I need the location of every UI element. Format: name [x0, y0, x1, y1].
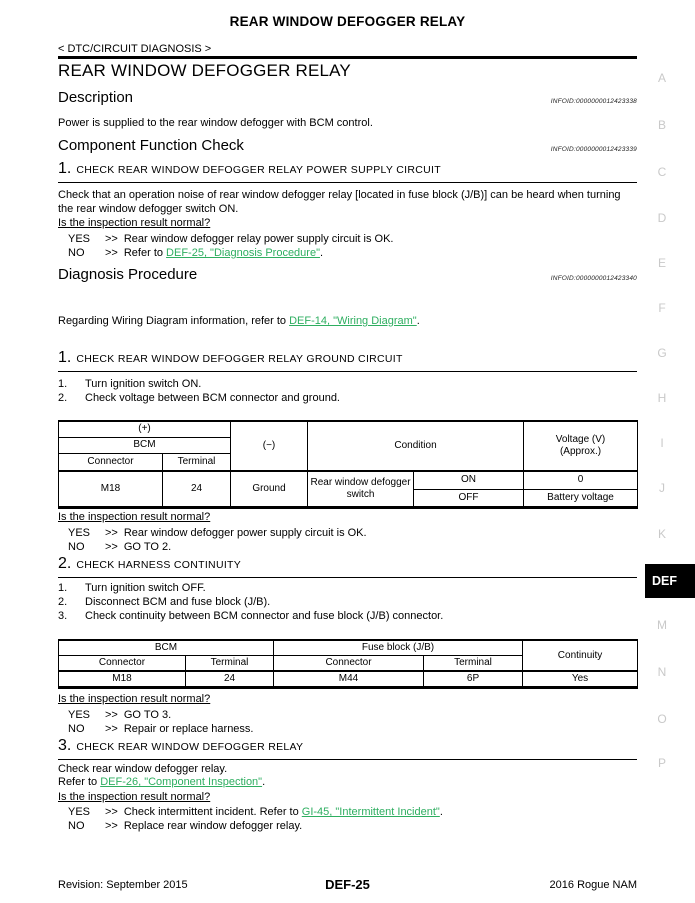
t2-fb-connector-header: Connector — [274, 655, 424, 671]
inspection-question: Is the inspection result normal? — [58, 217, 211, 229]
t1-terminal-header: Terminal — [163, 453, 231, 471]
answer-arrow: >> — [105, 709, 118, 721]
t1-voltage-line1: Voltage (V) — [555, 434, 606, 445]
cfc-body: Check that an operation noise of rear window defogger relay [located in fuse block (J/B)] can be heard when turning the rear window defogger switch ON. — [58, 189, 621, 215]
answer-no — [58, 541, 637, 553]
diagnosis-infoid: INFOID:0000000012423340 — [550, 275, 637, 282]
t1-connector-header: Connector — [59, 453, 163, 471]
answer-no — [58, 723, 637, 735]
no-label: NO — [68, 541, 85, 553]
inspection-question: Is the inspection result normal? — [58, 511, 211, 523]
t2-fb-terminal-value: 6P — [424, 671, 523, 687]
step-heading-diag-1 — [58, 349, 637, 367]
t2-continuity-value: Yes — [523, 671, 638, 687]
step-number: 2. — [58, 555, 72, 572]
step-title: CHECK REAR WINDOW DEFOGGER RELAY GROUND CIRCUIT — [76, 353, 403, 365]
section-tab-def: DEF — [645, 564, 695, 598]
t1-voltage-header — [524, 421, 638, 471]
margin-letter-k: K — [657, 527, 666, 541]
answer-arrow: >> — [105, 233, 118, 245]
header-rule — [58, 56, 637, 59]
step-number: 1. — [58, 160, 72, 177]
description-body: Power is supplied to the rear window defogger with BCM control. — [58, 117, 373, 129]
answer-text: Rear window defogger power supply circuit is OK. — [123, 527, 367, 539]
t2-bcm-connector-value: M18 — [59, 671, 186, 687]
no-label: NO — [68, 723, 85, 735]
no-label: NO — [68, 247, 85, 259]
footer-model: 2016 Rogue NAM — [549, 879, 637, 891]
answer-yes — [58, 233, 637, 245]
answer-yes — [58, 806, 637, 818]
link-def-14-wiring-diagram[interactable]: DEF-14, "Wiring Diagram" — [289, 315, 417, 327]
margin-letter-b: B — [657, 118, 666, 132]
no-label: NO — [68, 820, 85, 832]
wiring-text-suffix: . — [416, 315, 420, 327]
link-def-25-diagnosis-procedure[interactable]: DEF-25, "Diagnosis Procedure" — [166, 247, 320, 259]
list-number: 2. — [58, 392, 68, 404]
answer-arrow: >> — [105, 806, 118, 818]
step-number: 1. — [58, 349, 72, 366]
answer-text: Repair or replace harness. — [123, 723, 254, 735]
step-heading-cfc-1 — [58, 160, 637, 178]
t1-minus-header: (−) — [231, 421, 308, 471]
answer-arrow: >> — [105, 820, 118, 832]
answer-text: Replace rear window defogger relay. — [123, 820, 303, 832]
answer-no — [58, 247, 637, 259]
refer-text-prefix: Refer to — [58, 776, 101, 788]
t1-on-label: ON — [414, 471, 524, 489]
wiring-reference-line — [58, 314, 637, 328]
step-title: CHECK REAR WINDOW DEFOGGER RELAY POWER SUPPLY CIRCUIT — [76, 164, 441, 176]
list-text: Check continuity between BCM connector and fuse block (J/B) connector. — [85, 610, 444, 622]
t1-off-label: OFF — [414, 489, 524, 507]
continuity-check-table — [58, 639, 638, 689]
step-heading-diag-2 — [58, 555, 637, 573]
answer-arrow: >> — [105, 247, 118, 259]
list-item — [58, 609, 637, 623]
t1-connector-value: M18 — [59, 471, 163, 507]
margin-letter-f: F — [658, 301, 666, 315]
margin-letter-j: J — [659, 481, 665, 495]
description-infoid: INFOID:0000000012423338 — [550, 98, 637, 105]
list-text: Turn ignition switch OFF. — [85, 582, 206, 594]
step-rule — [58, 577, 637, 578]
list-text: Disconnect BCM and fuse block (J/B). — [85, 596, 271, 608]
voltage-check-table — [58, 420, 638, 509]
answer-text-suffix: . — [319, 247, 324, 259]
t1-condition-header: Condition — [308, 421, 524, 471]
t1-off-voltage: Battery voltage — [524, 489, 638, 507]
t2-fb-connector-value: M44 — [274, 671, 424, 687]
t1-bcm-header: BCM — [59, 437, 231, 453]
answer-text: GO TO 2. — [123, 541, 172, 553]
t1-condition-value: Rear window defogger switch — [308, 471, 414, 507]
t2-fb-terminal-header: Terminal — [424, 655, 523, 671]
link-gi-45-intermittent-incident[interactable]: GI-45, "Intermittent Incident" — [301, 806, 440, 818]
list-number: 2. — [58, 596, 68, 608]
step-title: CHECK HARNESS CONTINUITY — [76, 559, 242, 571]
component-check-heading: Component Function Check — [58, 137, 244, 154]
margin-letter-d: D — [657, 211, 667, 225]
yes-label: YES — [68, 806, 91, 818]
running-header-title: REAR WINDOW DEFOGGER RELAY — [229, 14, 466, 29]
list-number: 1. — [58, 378, 68, 390]
wiring-text-prefix: Regarding Wiring Diagram information, refer to — [58, 315, 290, 327]
page-title: REAR WINDOW DEFOGGER RELAY — [58, 61, 351, 80]
step-rule — [58, 182, 637, 183]
answer-text: Rear window defogger relay power supply circuit is OK. — [123, 233, 394, 245]
answer-text — [124, 806, 443, 818]
t1-voltage-line2: (Approx.) — [559, 446, 602, 457]
step-rule — [58, 759, 637, 760]
component-check-infoid: INFOID:0000000012423339 — [550, 146, 637, 153]
margin-letter-c: C — [657, 165, 667, 179]
t2-bcm-terminal-value: 24 — [186, 671, 274, 687]
step1-instructions — [58, 377, 637, 405]
yes-label: YES — [68, 709, 91, 721]
yes-label: YES — [68, 233, 91, 245]
t1-plus-header: (+) — [59, 421, 231, 437]
step-title: CHECK REAR WINDOW DEFOGGER RELAY — [76, 741, 304, 753]
link-def-26-component-inspection[interactable]: DEF-26, "Component Inspection" — [100, 776, 263, 788]
answer-text — [124, 247, 323, 259]
answer-text-prefix: Refer to — [123, 247, 167, 259]
step2-instructions — [58, 581, 637, 623]
answer-arrow: >> — [105, 527, 118, 539]
yes-label: YES — [68, 527, 91, 539]
inspection-question: Is the inspection result normal? — [58, 693, 211, 705]
t2-bcm-header: BCM — [59, 640, 274, 655]
step-heading-diag-3 — [58, 737, 637, 755]
footer-revision: Revision: September 2015 — [58, 879, 188, 891]
margin-letter-g: G — [657, 346, 667, 360]
margin-letter-a: A — [657, 71, 666, 85]
t2-continuity-header: Continuity — [523, 640, 638, 671]
list-number: 3. — [58, 610, 68, 622]
t2-fuse-header: Fuse block (J/B) — [274, 640, 523, 655]
answer-text: GO TO 3. — [123, 709, 172, 721]
answer-arrow: >> — [105, 541, 118, 553]
list-item — [58, 581, 637, 595]
answer-text-prefix: Check intermittent incident. Refer to — [123, 806, 302, 818]
inspection-question: Is the inspection result normal? — [58, 791, 211, 803]
margin-letter-e: E — [657, 256, 666, 270]
t1-on-voltage: 0 — [524, 471, 638, 489]
refer-text-suffix: . — [262, 776, 266, 788]
answer-yes — [58, 709, 637, 721]
answer-text-suffix: . — [439, 806, 443, 818]
step3-body-line2 — [58, 775, 637, 789]
margin-letter-m: M — [657, 618, 667, 632]
footer-page-number: DEF-25 — [325, 877, 370, 892]
margin-letter-h: H — [657, 391, 667, 405]
list-number: 1. — [58, 582, 68, 594]
list-item — [58, 391, 637, 405]
breadcrumb: < DTC/CIRCUIT DIAGNOSIS > — [58, 43, 212, 55]
t1-minus-value: Ground — [231, 471, 308, 507]
answer-arrow: >> — [105, 723, 118, 735]
answer-yes — [58, 527, 637, 539]
list-text: Check voltage between BCM connector and ground. — [85, 392, 340, 404]
t1-terminal-value: 24 — [163, 471, 231, 507]
margin-letter-n: N — [657, 665, 667, 679]
list-item — [58, 595, 637, 609]
margin-letter-i: I — [660, 436, 664, 450]
margin-letter-o: O — [657, 712, 667, 726]
t2-bcm-connector-header: Connector — [59, 655, 186, 671]
answer-no — [58, 820, 637, 832]
t2-bcm-terminal-header: Terminal — [186, 655, 274, 671]
step-rule — [58, 371, 637, 372]
diagnosis-heading: Diagnosis Procedure — [58, 266, 198, 283]
step-number: 3. — [58, 737, 72, 754]
description-heading: Description — [58, 89, 134, 106]
list-text: Turn ignition switch ON. — [85, 378, 202, 390]
margin-letter-p: P — [657, 756, 666, 770]
step3-body-line1: Check rear window defogger relay. — [58, 763, 228, 775]
list-item — [58, 377, 637, 391]
